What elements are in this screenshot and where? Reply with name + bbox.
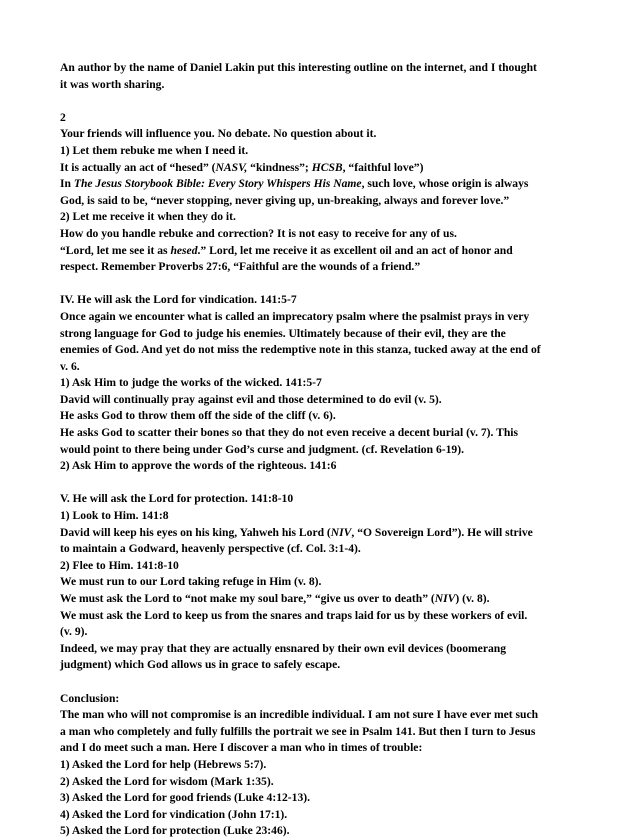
conclusion-heading: Conclusion: (60, 691, 120, 705)
text-line: respect. Remember Proverbs 27:6, “Faithful are the wounds of a friend.” (60, 260, 421, 274)
text-line: Your friends will influence you. No debate. No question about it. (60, 127, 377, 141)
list-item: 3) Asked the Lord for good friends (Luke 4:12-13). (60, 791, 311, 805)
text-line: The man who will not compromise is an incredible individual. I am not sure I have ever met such (60, 708, 539, 722)
text-line: David will continually pray against evil and those determined to do evil (v. 5). (60, 392, 442, 406)
text-line: Once again we encounter what is called an imprecatory psalm where the psalmist prays in very (60, 309, 530, 323)
text-line: strong language for God to judge his enemies. Ultimately because of their evil, they are the (60, 326, 506, 340)
text-line: “Lord, let me see it as hesed.” Lord, let me receive it as excellent oil and an act of honor and (60, 243, 513, 257)
list-item: 2) Asked the Lord for wisdom (Mark 1:35). (60, 774, 274, 788)
section-heading: IV. He will ask the Lord for vindication. 141:5-7 (60, 293, 297, 307)
point-heading: 1) Ask Him to judge the works of the wicked. 141:5-7 (60, 376, 322, 390)
text-line: David will keep his eyes on his king, Yahweh his Lord (NIV, “O Sovereign Lord”). He will strive (60, 525, 533, 539)
text-line: (v. 9). (60, 625, 88, 639)
text-line: We must ask the Lord to “not make my soul bare,” “give us over to death” (NIV) (v. 8). (60, 592, 490, 605)
text-line: it was worth sharing. (60, 77, 165, 91)
list-item: 4) Asked the Lord for vindication (John 17:1). (60, 807, 288, 821)
text-line: enemies of God. And yet do not miss the redemptive note in this stanza, tucked away at the end of (60, 343, 541, 357)
text-line: He asks God to throw them off the side of the cliff (v. 6). (60, 409, 336, 423)
text-line: He asks God to scatter their bones so that they do not even receive a decent burial (v. 7). This (60, 426, 519, 440)
text-line: We must run to our Lord taking refuge in Him (v. 8). (60, 575, 322, 589)
intro-paragraph (60, 60, 582, 93)
text-line: In The Jesus Storybook Bible: Every Story Whispers His Name, such love, whose origin is always (60, 177, 529, 191)
list-item: 5) Asked the Lord for protection (Luke 23:46). (60, 824, 290, 838)
text-line: judgment) which God allows us in grace to safely escape. (60, 658, 341, 672)
text-line: to maintain a Godward, heavenly perspective (cf. Col. 3:1-4). (60, 542, 361, 556)
point-heading: 2) Flee to Him. 141:8-10 (60, 558, 179, 572)
point-heading: 2) Let me receive it when they do it. (60, 210, 236, 224)
text-line: would point to there being under God’s curse and judgment. (cf. Revelation 6-19). (60, 442, 464, 456)
section-2 (60, 110, 582, 276)
text-line: An author by the name of Daniel Lakin put this interesting outline on the internet, and I thought (60, 61, 537, 74)
point-heading: 2) Ask Him to approve the words of the righteous. 141:6 (60, 459, 337, 473)
text-line: It is actually an act of “hesed” (NASV, “kindness”; HCSB, “faithful love”) (60, 160, 424, 174)
text-line: a man who completely and fully fulfills the portrait we see in Psalm 141. But then I turn to Jesus (60, 724, 536, 738)
text-line: v. 6. (60, 359, 80, 373)
point-heading: 1) Look to Him. 141:8 (60, 509, 169, 523)
section-number: 2 (60, 110, 66, 124)
text-line: We must ask the Lord to keep us from the snares and traps laid for us by these workers of evil. (60, 608, 528, 622)
list-item: 1) Asked the Lord for help (Hebrews 5:7). (60, 757, 267, 771)
conclusion (60, 691, 582, 840)
section-4 (60, 292, 582, 475)
section-heading: V. He will ask the Lord for protection. 141:8-10 (60, 492, 294, 506)
point-heading: 1) Let them rebuke me when I need it. (60, 143, 249, 157)
text-line: and I do meet such a man. Here I discover a man who in times of trouble: (60, 741, 423, 755)
text-line: Indeed, we may pray that they are actually ensnared by their own evil devices (boomerang (60, 641, 507, 655)
section-5 (60, 491, 582, 674)
text-line: How do you handle rebuke and correction? It is not easy to receive for any of us. (60, 226, 457, 240)
text-line: God, is said to be, “never stopping, never giving up, un-breaking, always and forever love.” (60, 193, 510, 207)
